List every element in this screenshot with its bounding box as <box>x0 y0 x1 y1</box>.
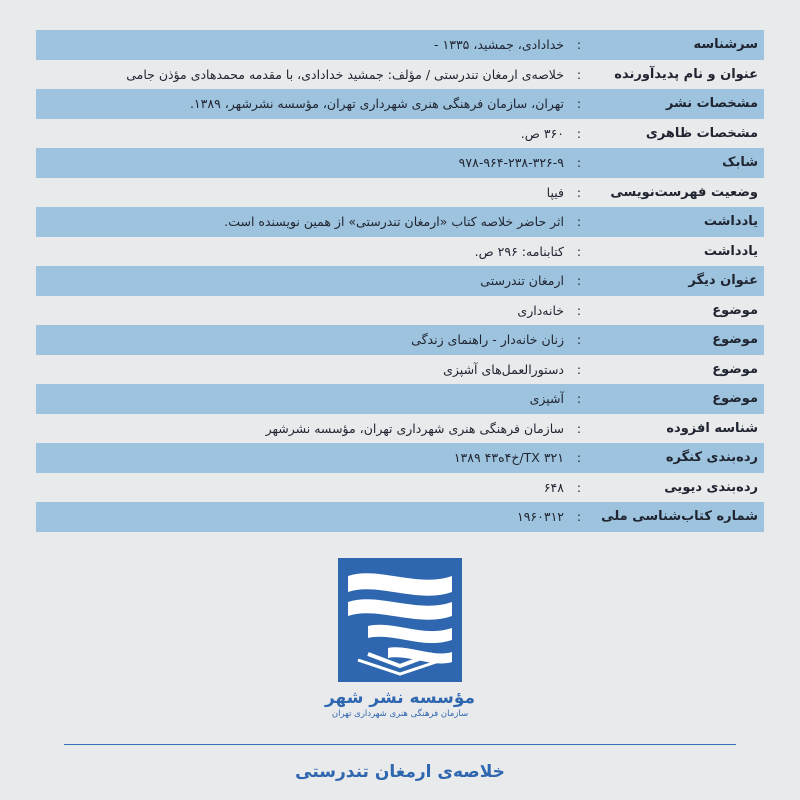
catalog-value: TX ۳۲۱/خ۴ه۴۳ ۱۳۸۹ <box>453 450 564 466</box>
colon-separator: : <box>576 302 582 318</box>
catalog-row <box>36 473 764 503</box>
footer-divider <box>64 744 736 745</box>
colon-separator: : <box>576 243 582 259</box>
catalog-value: ارمغان تندرستی <box>480 273 564 289</box>
catalog-row <box>36 266 764 296</box>
colon-separator: : <box>576 155 582 171</box>
publisher-name: مؤسسه نشر شهر <box>324 688 476 708</box>
catalog-row <box>36 60 764 90</box>
catalog-label: رده‌بندی دیویی <box>664 479 758 495</box>
catalog-label: شابک <box>722 155 758 171</box>
colon-separator: : <box>576 479 582 495</box>
catalog-value: دستورالعمل‌های آشپزی <box>443 361 564 377</box>
catalog-label: موضوع <box>712 332 758 348</box>
catalog-row <box>36 502 764 532</box>
catalog-row <box>36 325 764 355</box>
catalog-label: شماره کتاب‌شناسی ملی <box>601 509 758 525</box>
catalog-value: زنان خانه‌دار - راهنمای زندگی <box>411 332 564 348</box>
book-pages-icon <box>338 558 462 682</box>
catalog-row <box>36 414 764 444</box>
colon-separator: : <box>576 66 582 82</box>
catalog-row <box>36 443 764 473</box>
catalog-label: رده‌بندی کنگره <box>665 450 758 466</box>
catalog-value: ۱۹۶۰۳۱۲ <box>517 509 564 525</box>
catalog-value: خلاصه‌ی ارمغان تندرستی / مؤلف: جمشید خدادادی، با مقدمه محمدهادی مؤذن جامی <box>126 66 564 82</box>
catalog-label: مشخصات نشر <box>665 96 758 112</box>
catalog-label: یادداشت <box>703 214 758 230</box>
catalog-row <box>36 296 764 326</box>
colon-separator: : <box>576 450 582 466</box>
catalog-label: موضوع <box>712 361 758 377</box>
catalog-value: فیپا <box>546 184 564 200</box>
catalog-value: سازمان فرهنگی هنری شهرداری تهران، مؤسسه نشرشهر <box>265 420 564 436</box>
catalog-row <box>36 207 764 237</box>
catalog-label: یادداشت <box>703 243 758 259</box>
catalog-label: مشخصات ظاهری <box>645 125 758 141</box>
colon-separator: : <box>576 37 582 53</box>
colon-separator: : <box>576 184 582 200</box>
catalog-row <box>36 237 764 267</box>
catalog-value: ۶۴۸ <box>543 479 564 495</box>
catalog-value: اثر حاضر خلاصه کتاب «ارمغان تندرستی» از همین نویسنده است. <box>224 214 564 230</box>
publisher-logo <box>300 558 500 719</box>
catalog-label: موضوع <box>712 391 758 407</box>
catalog-row <box>36 119 764 149</box>
logo-emblem <box>338 558 462 682</box>
colon-separator: : <box>576 214 582 230</box>
catalog-value: تهران، سازمان فرهنگی هنری شهرداری تهران، مؤسسه نشرشهر، ۱۳۸۹. <box>189 96 564 112</box>
catalog-value: خدادادی، جمشید، ۱۳۳۵ - <box>434 37 564 53</box>
catalog-label: موضوع <box>712 302 758 318</box>
colon-separator: : <box>576 391 582 407</box>
catalog-row <box>36 30 764 60</box>
colon-separator: : <box>576 509 582 525</box>
catalog-label: سرشناسه <box>693 37 758 53</box>
catalog-label: وضعیت فهرست‌نویسی <box>610 184 758 200</box>
book-title: خلاصه‌ی ارمغان تندرستی <box>295 762 505 782</box>
catalog-label: عنوان دیگر <box>688 273 758 289</box>
catalog-row <box>36 355 764 385</box>
catalog-label: شناسه افزوده <box>666 420 758 436</box>
catalog-row <box>36 384 764 414</box>
colon-separator: : <box>576 420 582 436</box>
catalog-row <box>36 148 764 178</box>
catalog-value: ۹۷۸-۹۶۴-۲۳۸-۳۲۶-۹ <box>458 155 564 171</box>
catalog-table <box>36 30 764 532</box>
catalog-label: عنوان و نام پدیدآورنده <box>614 66 758 82</box>
publisher-subtitle: سازمان فرهنگی هنری شهرداری تهران <box>331 709 469 719</box>
colon-separator: : <box>576 332 582 348</box>
colon-separator: : <box>576 361 582 377</box>
catalog-row <box>36 178 764 208</box>
catalog-value: آشپزی <box>529 391 564 407</box>
colon-separator: : <box>576 96 582 112</box>
catalog-value: خانه‌داری <box>517 302 564 318</box>
colon-separator: : <box>576 273 582 289</box>
catalog-value: ۳۶۰ ص. <box>520 125 564 141</box>
catalog-value: کتابنامه: ۲۹۶ ص. <box>474 243 564 259</box>
catalog-row <box>36 89 764 119</box>
colon-separator: : <box>576 125 582 141</box>
